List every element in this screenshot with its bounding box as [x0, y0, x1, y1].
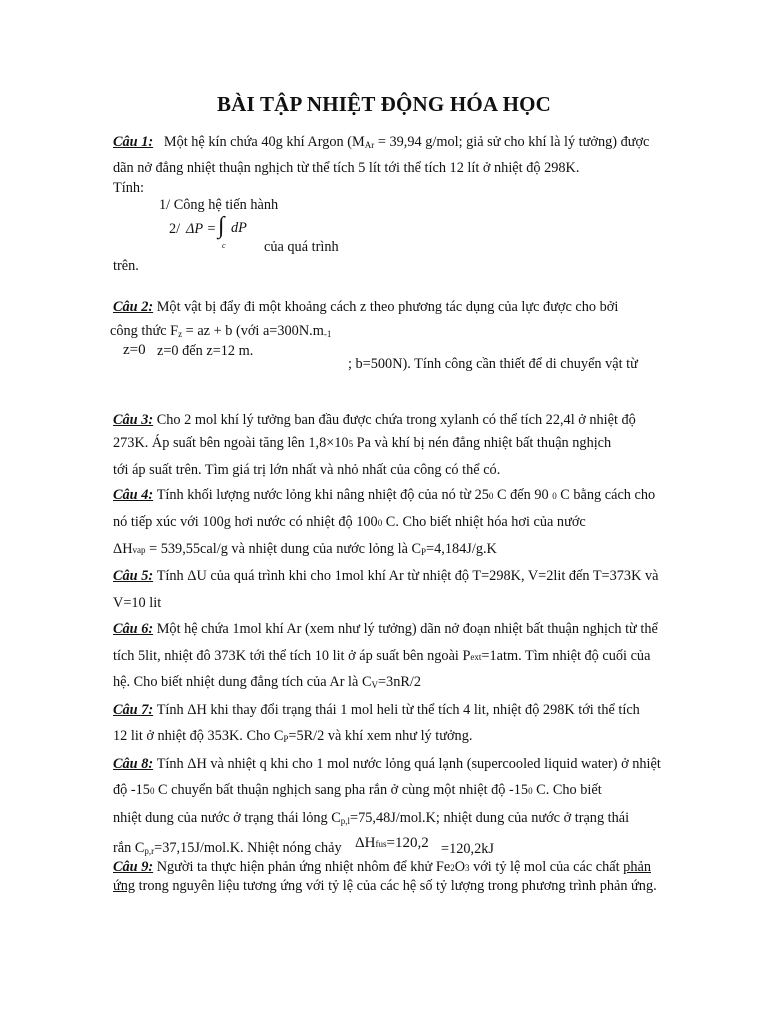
- q8-text-d: nhiệt dung của nước ở trạng thái lỏng C: [113, 810, 341, 826]
- q7-sub: P: [283, 734, 289, 744]
- q3-label: Câu 3:: [113, 412, 154, 428]
- q4-text-c: C bằng cách cho: [556, 487, 656, 503]
- q4-text-f: ΔH: [113, 541, 133, 557]
- q5-line-1: [113, 567, 658, 585]
- q6-line-1: [113, 620, 658, 638]
- q2-line-1: [113, 298, 618, 316]
- q5-text: Tính ΔU của quá trình khi cho 1mol khí Ar từ nhiệt độ T=298K, V=2lit đến T=373K và: [156, 568, 659, 584]
- q1-item-2-suffix: của quá trình: [264, 239, 339, 255]
- q5-line-2: V=10 lit: [113, 595, 162, 611]
- q8-sub-1: p,l: [340, 816, 351, 826]
- q7-text-b: =5R/2 và khí xem như lý tưởng.: [288, 728, 473, 744]
- q7-line-1: [113, 701, 640, 719]
- q6-text-c: hệ. Cho biết nhiệt dung đẳng tích của Ar là C: [113, 674, 372, 690]
- q4-text-g: = 539,55cal/g và nhiệt dung của nước lỏng là C: [145, 541, 422, 557]
- integral-symbol: ∫: [218, 213, 225, 239]
- q8-label: Câu 8:: [113, 756, 154, 772]
- q2-text-a: công thức F: [110, 323, 179, 339]
- q8-text: Tính ΔH và nhiệt q khi cho 1 mol nước lỏng quá lạnh (supercooled liquid water) ở nhiệt: [156, 756, 661, 772]
- q8-text-g: =37,15J/mol.K. Nhiệt nóng chảy: [154, 840, 342, 856]
- q4-line-1: [113, 486, 655, 505]
- q1-line-2: dãn nở đẳng nhiệt thuận nghịch từ thể tích 5 lít tới thể tích 12 lít ở nhiệt độ 298K.: [113, 160, 580, 176]
- q6-sub-2: V: [371, 680, 378, 690]
- q6-sub-1: ext: [470, 652, 482, 662]
- q2-line-2: [110, 322, 331, 341]
- q6-line-3: [113, 673, 421, 692]
- q9-text-a: Người ta thực hiện phản ứng nhiệt nhôm để khử Fe: [156, 859, 451, 875]
- q7-line-2: [113, 727, 472, 746]
- q9-line-2: [113, 877, 657, 895]
- q6-label: Câu 6:: [113, 621, 154, 637]
- q2-sub: z: [178, 329, 183, 339]
- q8-eq-a: ΔH: [355, 835, 376, 851]
- q6-line-2: [113, 647, 650, 666]
- q9-text-b: O: [454, 859, 466, 875]
- q8-text-c: C. Cho biết: [532, 782, 602, 798]
- q4-text-a: Tính khối lượng nước lỏng khi nâng nhiệt độ của nó từ 25: [156, 487, 489, 503]
- q8-text-b: C chuyển bất thuận nghịch sang pha rắn ở cùng một nhiệt độ -15: [154, 782, 529, 798]
- q1-line-3: Tính:: [113, 180, 144, 196]
- q9-text-d: trong nguyên liệu tương ứng với tỷ lệ của các hệ số tỷ lượng trong phương trình phản ứng.: [135, 878, 657, 894]
- q4-line-3: [113, 540, 497, 559]
- q4-text-b: C đến 90: [493, 487, 553, 503]
- q2-line-4: ; b=500N). Tính công cần thiết để di chuyển vật từ: [348, 356, 638, 372]
- q4-sub-1: vap: [132, 545, 146, 555]
- q2-equation: z=0: [123, 342, 146, 358]
- q3-text-a: 273K. Áp suất bên ngoài tăng lên 1,8×10: [113, 435, 349, 451]
- q6-text-b: =1atm. Tìm nhiệt độ cuối của: [481, 648, 651, 664]
- q4-text-e: C. Cho biết nhiệt hóa hơi của nước: [382, 514, 586, 530]
- q8-fusion-equation: [355, 834, 429, 853]
- q1-line-1: [113, 133, 649, 152]
- q8-line-4: [113, 839, 342, 858]
- q9-underlined-2: ứng: [113, 878, 136, 894]
- q7-label: Câu 7:: [113, 702, 154, 718]
- q2-text: Một vật bị đẩy đi một khoảng cách z theo phương tác dụng của lực được cho bởi: [156, 299, 619, 315]
- q4-label: Câu 4:: [113, 487, 154, 503]
- q3-line-1: [113, 411, 636, 429]
- q6-text-d: =3nR/2: [377, 674, 422, 690]
- q8-line-1: [113, 755, 661, 773]
- q9-label: Câu 9:: [113, 859, 154, 875]
- q8-text-f: rắn C: [113, 840, 145, 856]
- q1-text: Một hệ kín chứa 40g khí Argon (M: [163, 134, 365, 150]
- page-title: BÀI TẬP NHIỆT ĐỘNG HÓA HỌC: [216, 92, 552, 116]
- q8-text-a: độ -15: [113, 782, 150, 798]
- q7-text: Tính ΔH khi thay đổi trạng thái 1 mol heli từ thể tích 4 lit, nhiệt độ 298K tới thể tích: [156, 702, 640, 718]
- q7-text-a: 12 lit ở nhiệt độ 353K. Cho C: [113, 728, 284, 744]
- q4-sup-1: 0: [488, 491, 494, 501]
- q8-line-2: [113, 781, 602, 800]
- q3-sup: 5: [348, 439, 354, 449]
- q1-line-end: trên.: [113, 258, 139, 274]
- q8-text-e: =75,48J/mol.K; nhiệt dung của nước ở trạng thái: [350, 810, 630, 826]
- integral-lower-limit: c: [222, 241, 226, 250]
- q1-item-1: 1/ Công hệ tiến hành: [159, 197, 279, 213]
- q8-sup-1: 0: [149, 786, 155, 796]
- q8-sub-2: p,r: [144, 846, 155, 856]
- q2-label: Câu 2:: [113, 299, 154, 315]
- q4-text-d: nó tiếp xúc với 100g hơi nước có nhiệt độ 100: [113, 514, 378, 530]
- q1-item-2-equation: ΔP =: [186, 221, 217, 237]
- q3-text: Cho 2 mol khí lý tưởng ban đầu được chứa trong xylanh có thể tích 22,4l ở nhiệt độ: [156, 412, 636, 428]
- q6-text: Một hệ chứa 1mol khí Ar (xem như lý tưởng) dãn nở đoạn nhiệt bất thuận nghịch từ thể: [156, 621, 658, 637]
- q8-line-3: [113, 809, 629, 828]
- q1-sub: Ar: [364, 140, 375, 150]
- q2-text-b: = az + b (với a=300N.m: [182, 323, 324, 339]
- q4-sup-3: 0: [377, 518, 383, 528]
- q3-line-3: tới áp suất trên. Tìm giá trị lớn nhất và nhỏ nhất của công có thể có.: [113, 462, 501, 478]
- q9-text-c: với tỷ lệ mol của các chất: [469, 859, 624, 875]
- q8-eq-b: =120,2: [386, 835, 429, 851]
- q2-line-3: z=0 đến z=12 m.: [157, 343, 254, 359]
- q2-sup: -1: [323, 329, 332, 339]
- q1-text-b: = 39,94 g/mol; giả sử cho khí là lý tưởng) được: [374, 134, 650, 150]
- q8-eq-sub: fus: [375, 839, 387, 849]
- q8-sup-2: 0: [528, 786, 533, 796]
- q4-sub-2: P: [421, 547, 427, 557]
- q9-line-1: [113, 858, 651, 877]
- q1-item-2-dp: dP: [231, 220, 247, 236]
- q8-line-4-end: =120,2kJ: [441, 841, 494, 857]
- q1-label: Câu 1:: [113, 134, 154, 150]
- q4-line-2: [113, 513, 586, 532]
- q6-text-a: tích 5lit, nhiệt đô 373K tới thể tích 10 lit ở áp suất bên ngoài P: [113, 648, 471, 664]
- q9-sub-1: 2: [450, 863, 455, 873]
- q1-item-2-prefix: 2/: [169, 221, 181, 237]
- q4-text-h: =4,184J/g.K: [426, 541, 497, 557]
- q9-underlined-1: phản: [623, 859, 651, 875]
- q5-label: Câu 5:: [113, 568, 154, 584]
- q3-text-b: Pa và khí bị nén đẳng nhiệt bất thuận nghịch: [353, 435, 612, 451]
- q3-line-2: [113, 434, 611, 453]
- q4-sup-2: 0: [552, 491, 557, 501]
- q9-sub-2: 3: [465, 863, 470, 873]
